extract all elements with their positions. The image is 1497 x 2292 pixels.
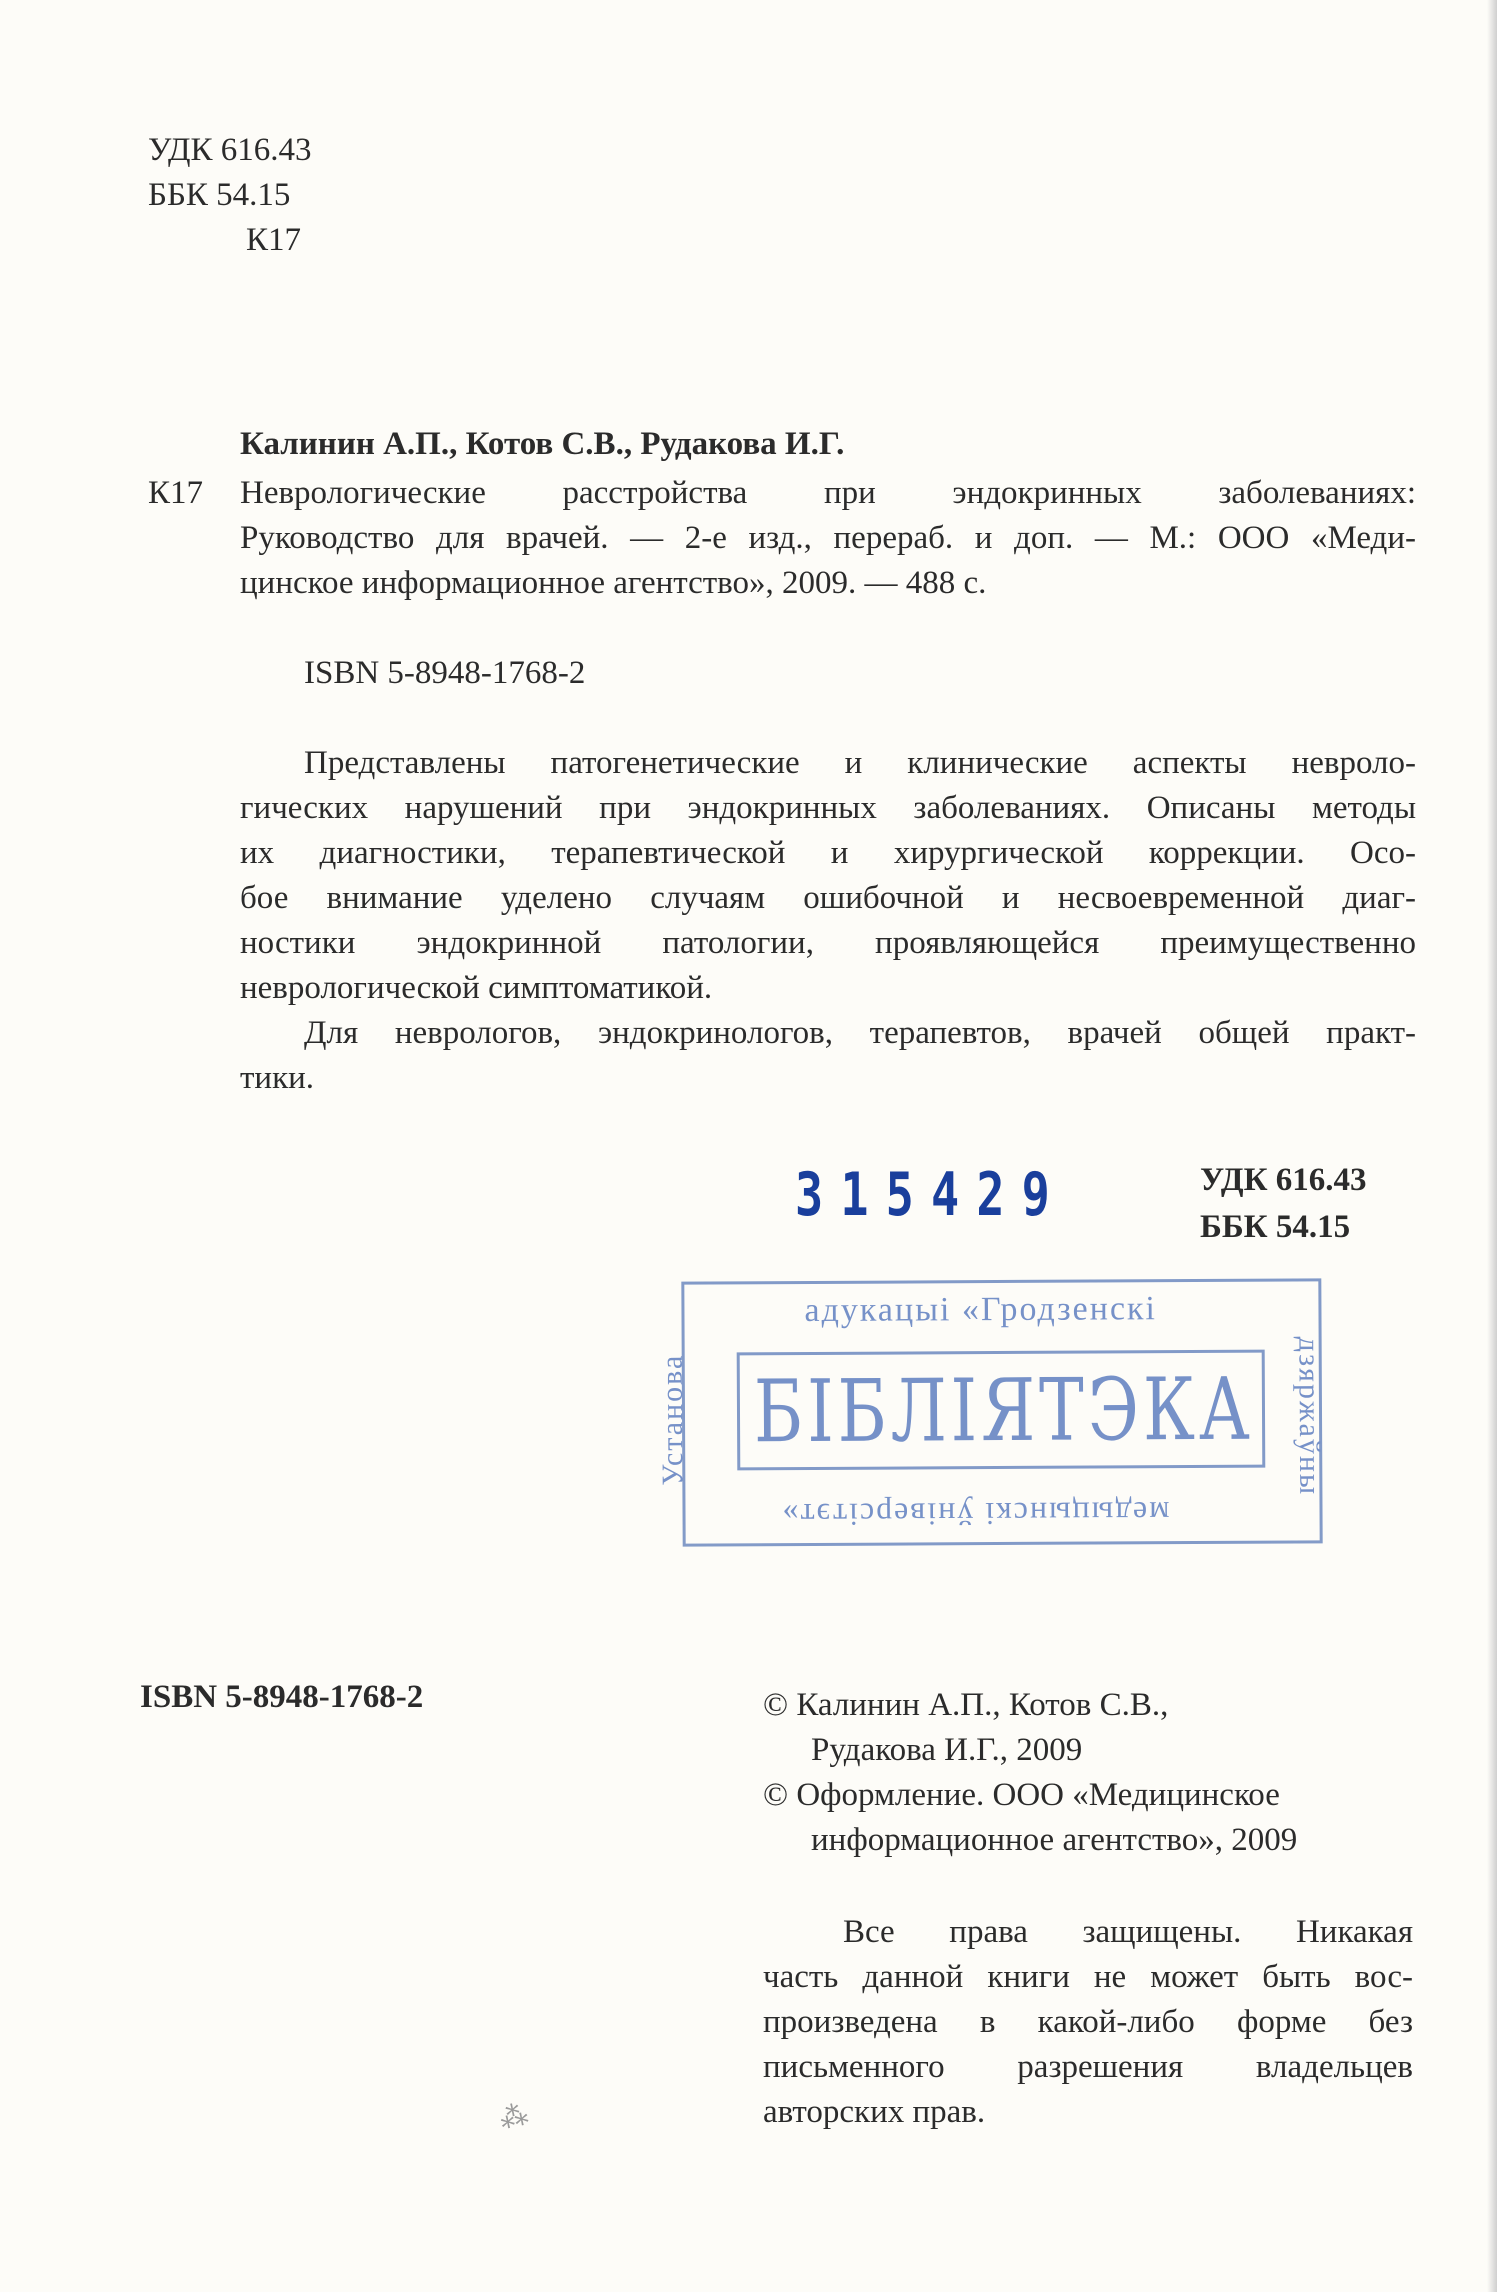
rights-line: произведена в какой-либо форме без (763, 2004, 1413, 2040)
annotation-line: их диагностики, терапевтической и хирургической коррекции. Осо- (240, 835, 1416, 871)
copyright-line: © Оформление. ООО «Медицинское (763, 1777, 1280, 1813)
author-sign: К17 (246, 222, 302, 258)
copyright-line: Рудакова И.Г., 2009 (811, 1732, 1083, 1768)
authors: Калинин А.П., Котов С.В., Рудакова И.Г. (240, 426, 845, 462)
stamp-left-text: Установа (655, 1353, 690, 1486)
ink-smudge: ⁂ (497, 2099, 532, 2136)
rights-line: письменного разрешения владельцев (763, 2049, 1413, 2085)
udk-code: УДК 616.43 (148, 132, 312, 168)
stamp-bottom-text: медыцынскі ўніверсітэт» (780, 1495, 1170, 1534)
library-stamp (655, 1278, 1327, 1546)
udk-code-bold: УДК 616.43 (1200, 1162, 1367, 1198)
page-edge (1487, 0, 1497, 2292)
isbn-bottom: ISBN 5-8948-1768-2 (140, 1679, 424, 1715)
stamp-right-text: дзяржаўны (1292, 1336, 1327, 1497)
annotation-line: бое внимание уделено случаям ошибочной и несвоевременной диаг- (240, 880, 1416, 916)
stamp-top-text: адукацыі «Гродзенскі (804, 1290, 1158, 1330)
record-line: Неврологические расстройства при эндокринных заболеваниях: (240, 475, 1416, 511)
stamp-frame (737, 1350, 1266, 1471)
record-line: Руководство для врачей. — 2-е изд., перераб. и доп. — М.: ООО «Меди- (240, 520, 1416, 556)
audience-line: тики. (240, 1060, 315, 1096)
author-sign-record: К17 (148, 475, 204, 511)
rights-line: часть данной книги не может быть вос- (763, 1959, 1413, 1995)
annotation-line: Представлены патогенетические и клинические аспекты невроло- (304, 745, 1416, 781)
rights-notice (763, 1910, 1413, 2135)
stamp-main-text: БІБЛІЯТЭКА (753, 1359, 1254, 1463)
record-description (240, 471, 1416, 606)
copyright-line: © Калинин А.П., Котов С.В., (763, 1687, 1169, 1723)
annotation-line: ностики эндокринной патологии, проявляющейся преимущественно (240, 925, 1416, 961)
record-line: цинское информационное агентство», 2009. — 488 с. (240, 565, 987, 601)
rights-line: авторских прав. (763, 2094, 986, 2130)
annotation (240, 741, 1416, 1101)
bbk-code-bold: ББК 54.15 (1200, 1209, 1351, 1245)
copyright-line: информационное агентство», 2009 (811, 1822, 1298, 1858)
inventory-number-stamp: 315429 (795, 1160, 1068, 1230)
rights-line: Все права защищены. Никакая (843, 1914, 1413, 1950)
isbn: ISBN 5-8948-1768-2 (304, 655, 586, 691)
annotation-line: неврологической симптоматикой. (240, 970, 713, 1006)
bbk-code: ББК 54.15 (148, 177, 291, 213)
copyright-block (763, 1683, 1297, 1863)
audience-line: Для неврологов, эндокринологов, терапевтов, врачей общей практ- (304, 1015, 1416, 1051)
annotation-line: гических нарушений при эндокринных заболеваниях. Описаны методы (240, 790, 1416, 826)
